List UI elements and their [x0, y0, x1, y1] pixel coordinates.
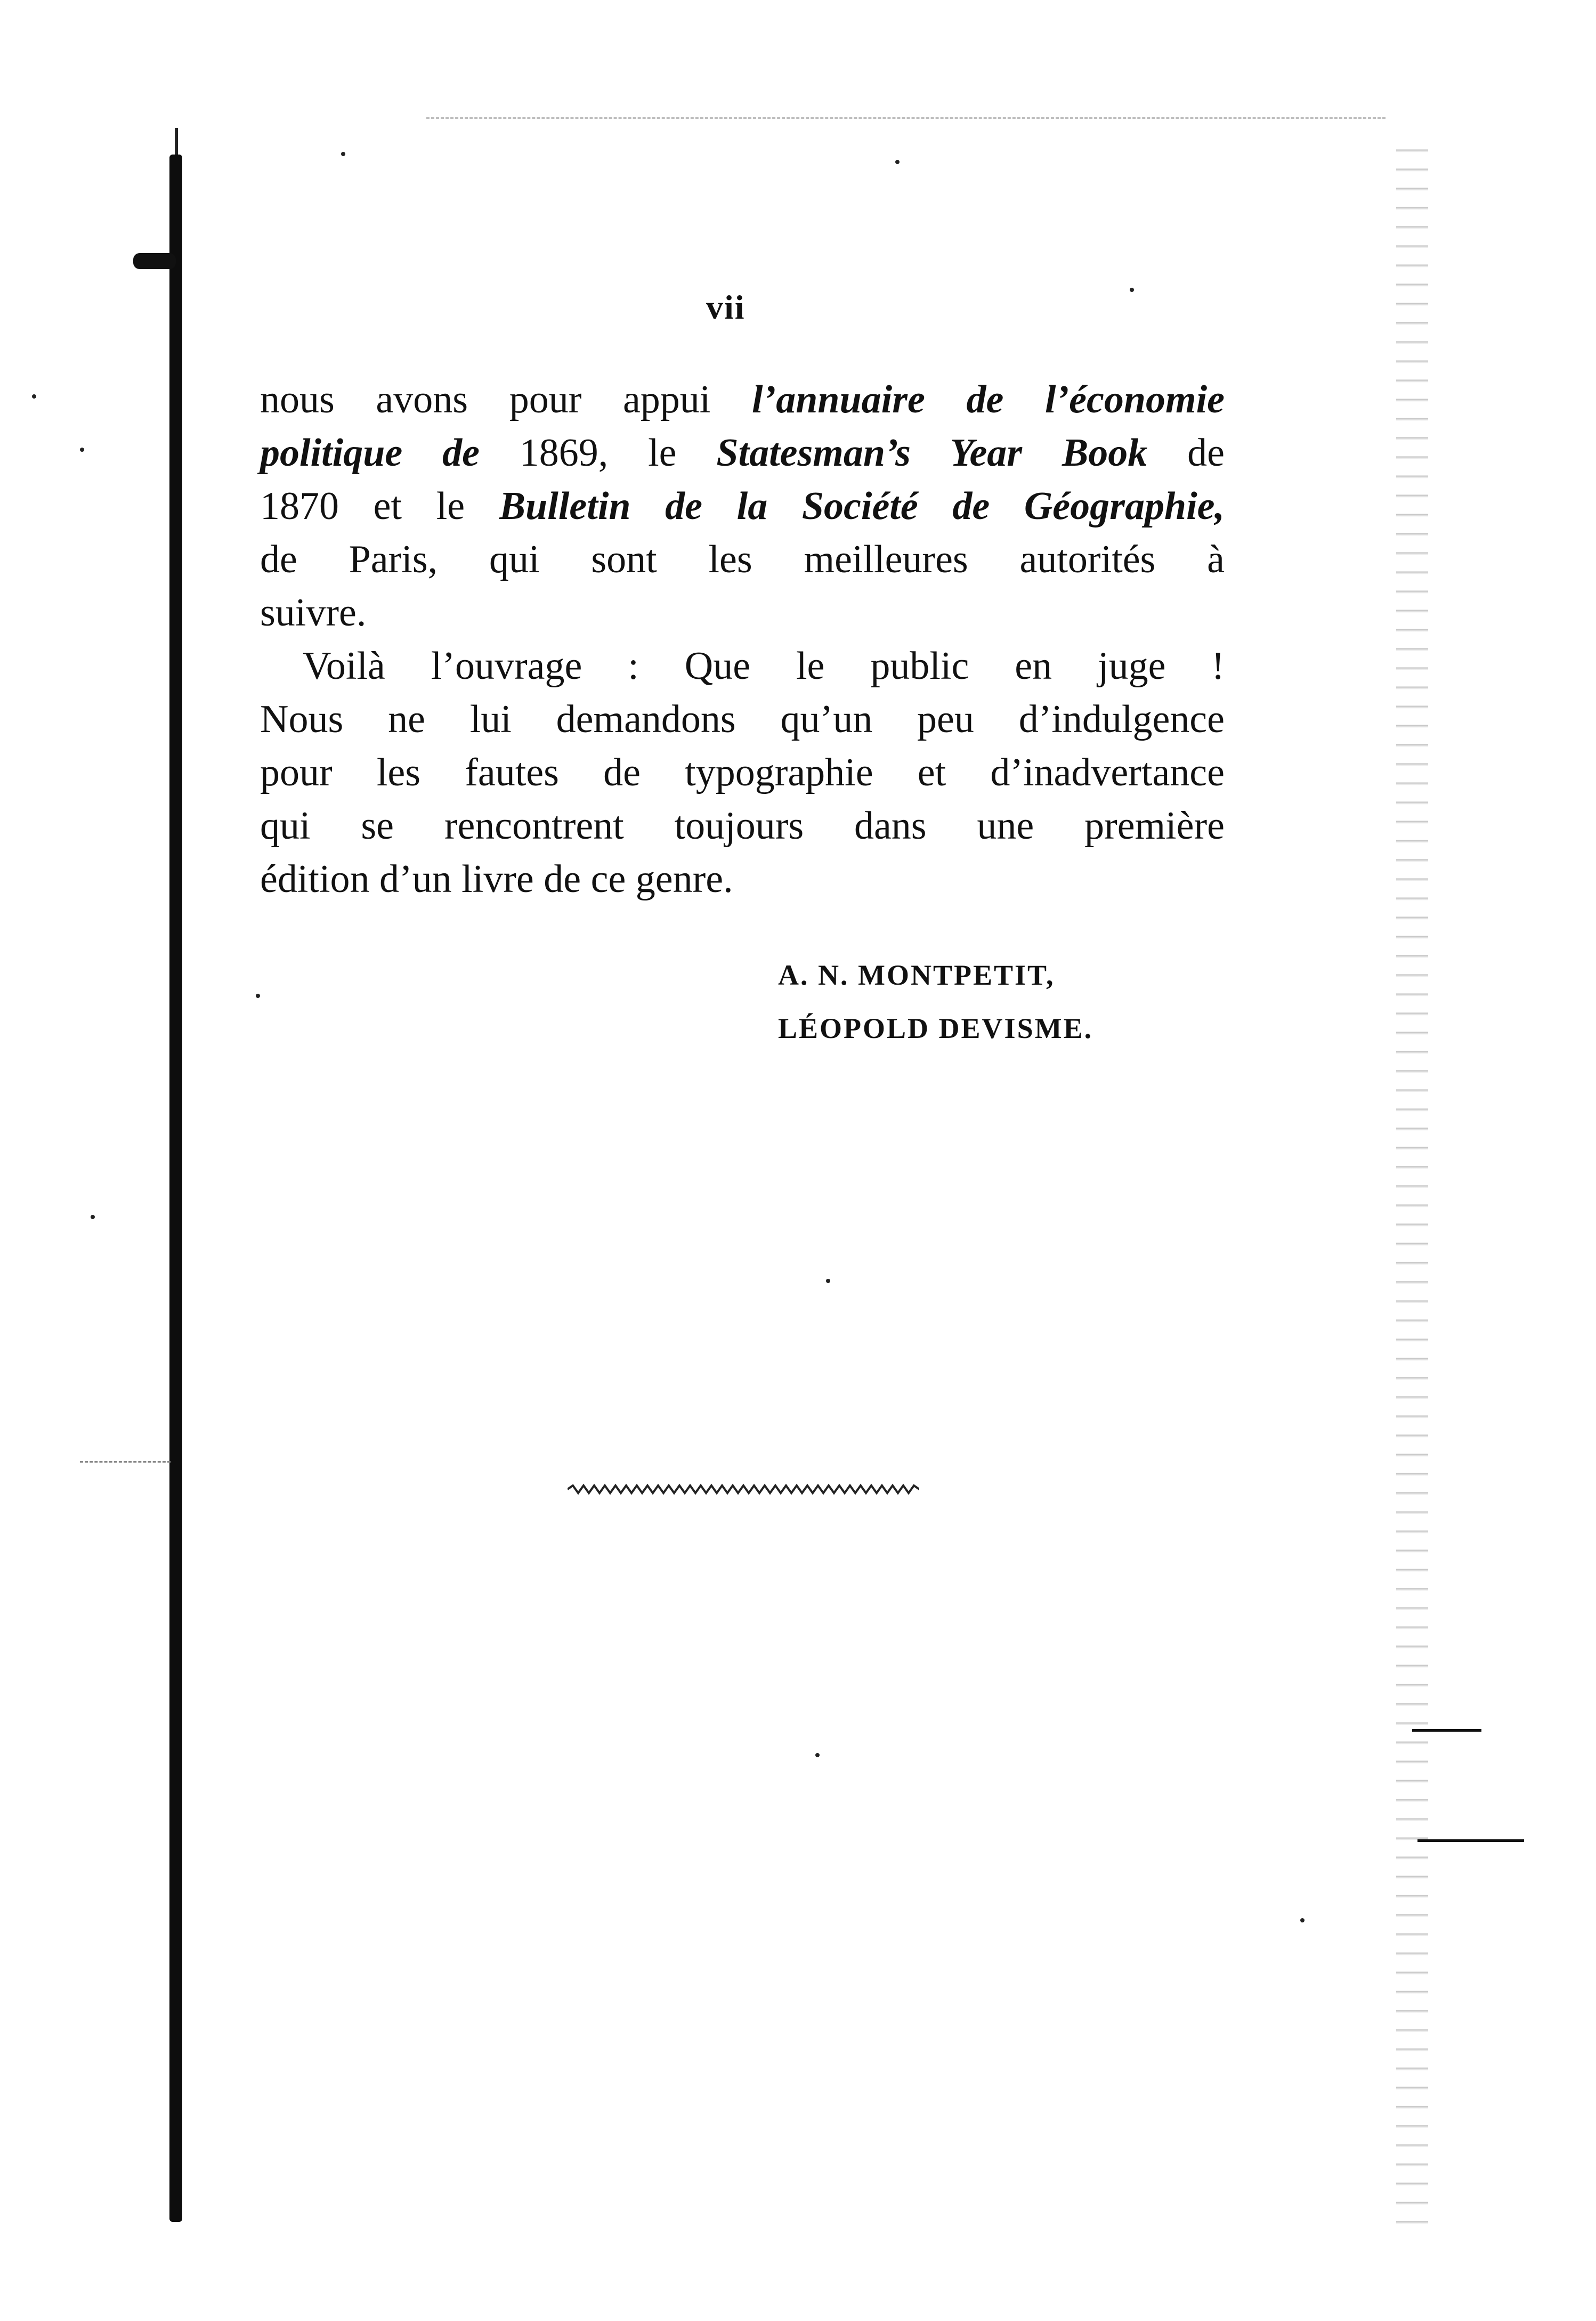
- scan-top-rule: [426, 117, 1386, 119]
- body-text: [260, 373, 1225, 906]
- paragraph-1-line-3: [260, 480, 1225, 533]
- signature-block: [778, 948, 1093, 1055]
- paragraph-2-line-4: qui se rencontrent toujours dans une première: [260, 804, 1225, 848]
- scan-speck: [895, 160, 900, 164]
- text-run: de: [1147, 431, 1225, 475]
- paragraph-1-line-4: de Paris, qui sont les meilleures autorités à: [260, 538, 1225, 581]
- scan-speck: [1130, 288, 1134, 292]
- scan-binding-edge: [169, 155, 182, 2222]
- italic-title: l’annuaire de l’économie: [752, 378, 1225, 421]
- paragraph-1-line-2: [260, 426, 1225, 480]
- scan-speck: [32, 394, 36, 399]
- signature-author-1: A. N. MONTPETIT,: [778, 959, 1055, 991]
- paragraph-2-line-3: pour les fautes de typographie et d’inadvertance: [260, 751, 1225, 794]
- scan-speck: [256, 994, 260, 998]
- paragraph-2-line-2: Nous ne lui demandons qu’un peu d’indulgence: [260, 697, 1225, 741]
- paragraph-1-line-5: suivre.: [260, 591, 367, 635]
- scan-speck: [80, 448, 84, 452]
- text-run: 1870 et le: [260, 484, 499, 528]
- paragraph-1-line-1: [260, 373, 1225, 426]
- scan-right-mark: [1417, 1839, 1524, 1842]
- scan-speck: [91, 1215, 95, 1219]
- scan-speck: [826, 1279, 830, 1283]
- text-run: nous avons pour appui: [260, 378, 752, 421]
- scan-speck: [341, 152, 345, 156]
- scan-left-dash: [80, 1461, 171, 1463]
- decorative-wave-rule: [568, 1481, 919, 1497]
- page-number: vii: [706, 288, 746, 326]
- text-run: 1869, le: [479, 431, 717, 475]
- scan-right-edge: [1396, 133, 1428, 2238]
- scan-right-mark: [1412, 1729, 1481, 1732]
- paragraph-2-line-1: Voilà l’ouvrage : Que le public en juge !: [303, 644, 1225, 688]
- scan-speck: [1300, 1918, 1305, 1922]
- scan-speck: [815, 1753, 820, 1757]
- italic-title: Bulletin de la Société de Géographie,: [499, 484, 1225, 528]
- signature-author-2: LÉOPOLD DEVISME.: [778, 1012, 1093, 1044]
- italic-title: politique de: [260, 431, 480, 475]
- scan-binding-notch: [133, 253, 176, 269]
- paragraph-2-line-5: édition d’un livre de ce genre.: [260, 857, 733, 901]
- italic-title: Statesman’s Year Book: [716, 431, 1148, 475]
